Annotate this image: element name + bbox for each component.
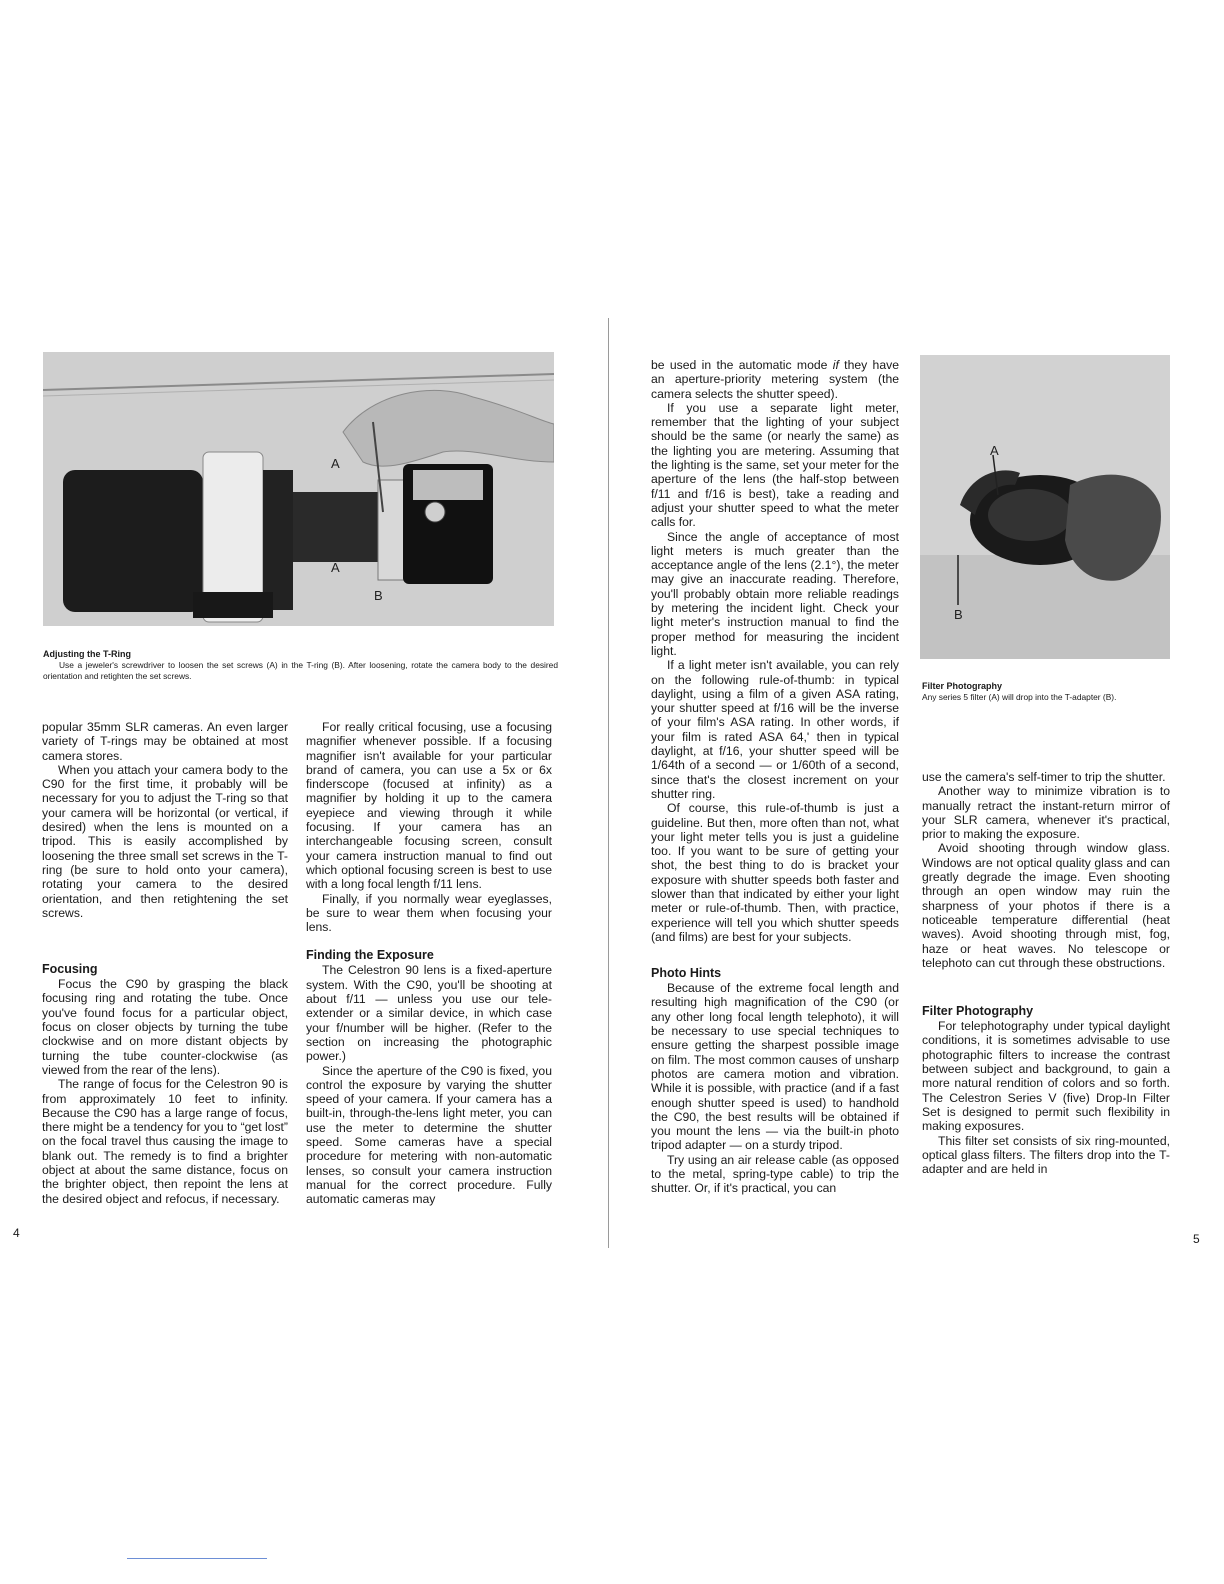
t-ring-photo	[43, 352, 554, 626]
paragraph: When you attach your camera body to the C90 for the first time, it probably will be necessary for you to adjust the T-ring so that your camera will be horizontal (or vertical, if desired) when the lens is mounted on a tripod. This is easily accomplished by loosening the three small set screws in the T-ring (be sure to hold onto your camera), rotating your camera to the desired orientation, and then retightening the set screws.	[42, 762, 288, 920]
left-column-2	[306, 720, 552, 1207]
paragraph: Avoid shooting through window glass. Windows are not optical quality glass and can greatly degrade the image. Even shooting through an open window may ruin the sharpness of your photos if there is a noticeable temperature differential (heat waves). Avoid shooting through mist, fog, haze or heat waves. No telescope or telephoto can cut through these obstructions.	[922, 841, 1170, 970]
emphasis: if	[832, 358, 839, 372]
filter-photography-heading: Filter Photography	[922, 1004, 1034, 1019]
caption-title: Filter Photography	[922, 681, 1003, 691]
paragraph: The range of focus for the Celestron 90 is from approximately 10 feet to infinity. Because the C90 has a large range of focus, there might be a tendency for you to “get lost” on the focal travel thus causing the image to blank out. The remedy is to find a brighter object at about the same distance, focus on the brighter object, then repoint the lens at the desired object and refocus, if necessary.	[42, 1077, 288, 1206]
figure-label-a-lower: A	[331, 560, 340, 575]
paragraph	[651, 358, 899, 401]
caption-text: Use a jeweler's screwdriver to loosen the set screws (A) in the T-ring (B). After loosening, rotate the camera body to the desired orientation and retighten the set screws.	[43, 660, 558, 681]
paragraph: Try using an air release cable (as opposed to the metal, spring-type cable) to trip the shutter. Or, if it's practical, you can	[651, 1152, 899, 1196]
caption-title: Adjusting the T-Ring	[43, 649, 131, 659]
focusing-heading: Focusing	[42, 962, 98, 977]
paragraph: Focus the C90 by grasping the black focusing ring and rotating the tube. Once you've found focus for a particular object, focus on closer objects by turning the tube clockwise and on more distant objects by turning the tube counter-clockwise (as viewed from the rear of the lens).	[42, 977, 288, 1077]
page-gutter-divider	[608, 318, 609, 1248]
footer-rule	[127, 1558, 267, 1559]
paragraph: use the camera's self-timer to trip the shutter.	[922, 770, 1166, 784]
paragraph: popular 35mm SLR cameras. An even larger variety of T-rings may be obtained at most camera stores.	[42, 720, 288, 763]
figure-label-b: B	[954, 607, 963, 622]
figure-label-a-upper: A	[331, 456, 340, 471]
right-column-2	[922, 770, 1170, 1176]
t-ring-caption	[43, 649, 558, 681]
text-run: be used in the automatic mode	[651, 358, 833, 372]
figure-label-a: A	[990, 443, 999, 458]
page-number-left: 4	[13, 1226, 20, 1240]
caption-text: Any series 5 filter (A) will drop into the T-adapter (B).	[922, 692, 1117, 702]
paragraph: Because of the extreme focal length and resulting high magnification of the C90 (or any other long focal length telephoto), it will be necessary to use special techniques to ensure getting the sharpest possible image on film. The most common causes of unsharp photos are camera motion and vibration. While it is possible, with practice (and if a fast enough shutter speed is used) to handhold the C90, the best results will be obtained if you mount the lens — via the built-in photo tripod adapter — on a sturdy tripod.	[651, 981, 899, 1153]
paragraph: For telephotography under typical daylight conditions, it is sometimes advisable to use photographic filters to increase the contrast between subject and background, to gain a more natural rendition of colors and so forth. The Celestron Series V (five) Drop-In Filter Set is designed to permit such flexibility in making exposures.	[922, 1019, 1170, 1134]
paragraph: If you use a separate light meter, remember that the lighting of your subject should be the same (or nearly the same) as the lighting you are metering. Assuming that the lighting is the same, set your meter for the aperture of the lens (the half-stop between f/11 and f/16 is best), take a reading and adjust your shutter speed to what the meter calls for.	[651, 400, 899, 530]
page-number-right: 5	[1193, 1232, 1200, 1246]
paragraph: Another way to minimize vibration is to manually retract the instant-return mirror of your SLR camera, whenever it's practical, prior to making the exposure.	[922, 784, 1170, 842]
figure-label-b: B	[374, 588, 383, 603]
left-column-1	[42, 720, 288, 1206]
filter-photo	[920, 355, 1170, 659]
paragraph: Of course, this rule-of-thumb is just a guideline. But then, more often than not, what your light meter tells you is just a guideline too. If you want to be sure of getting your shot, the best thing to do is bracket your exposure with shutter speeds both faster and slower than that indicated by either your light meter or rule-of-thumb. Then, with practice, experience will tell you which shutter speeds (and films) are best for your subjects.	[651, 801, 899, 944]
paragraph: This filter set consists of six ring-mounted, optical glass filters. The filters drop into the T-adapter and are held in	[922, 1133, 1170, 1177]
exposure-heading: Finding the Exposure	[306, 948, 434, 963]
right-column-1	[651, 358, 899, 1196]
paragraph: If a light meter isn't available, you can rely on the following rule-of-thumb: in typical daylight, using a film of a given ASA rating, your shutter speed at f/16 will be the inverse of your film's ASA rating. In other words, if your film is rated ASA 64,' then in typical daylight, at f/16, your shutter speed will be 1/64th of a second — or 1/60th of a second, since that's the closest increment on your shutter ring.	[651, 658, 899, 801]
paragraph: Since the angle of acceptance of most light meters is much greater than the acceptance angle of the lens (2.1°), the meter may give an inaccurate reading. Therefore, you'll probably obtain more reliable readings by metering the incident light. Check your light meter's instruction manual to find the proper method for measuring the incident light.	[651, 529, 899, 658]
photo-hints-heading: Photo Hints	[651, 966, 722, 981]
text-run: they have an aperture-priority metering system (the camera selects the shutter speed).	[651, 358, 899, 401]
t-ring-illustration	[43, 352, 554, 626]
paragraph: For really critical focusing, use a focusing magnifier whenever possible. If a focusing magnifier isn't available for your particular brand of camera, you can use a 5x or 6x finderscope (focused at infinity) as a magnifier by holding it up to the camera eyepiece and viewing through it while focusing. If your camera has an interchangeable focusing screen, consult your camera instruction manual to find out which optional focusing screen is best to use with a long focal length f/11 lens.	[306, 720, 552, 892]
paragraph: Finally, if you normally wear eyeglasses, be sure to wear them when focusing your lens.	[306, 891, 552, 935]
filter-caption	[922, 681, 1162, 703]
paragraph: The Celestron 90 lens is a fixed-aperture system. With the C90, you'll be shooting at about f/11 — unless you use our tele-extender or a similar device, in which case your f/number will be higher. (Refer to the section on increasing the photographic power.)	[306, 963, 552, 1064]
paragraph: Since the aperture of the C90 is fixed, you control the exposure by varying the shutter speed of your camera. If your camera has a built-in, through-the-lens light meter, you can use the meter to determine the shutter speed. Some cameras have a special procedure for metering with non-automatic lenses, so consult your camera instruction manual for the correct procedure. Fully automatic cameras may	[306, 1063, 552, 1207]
